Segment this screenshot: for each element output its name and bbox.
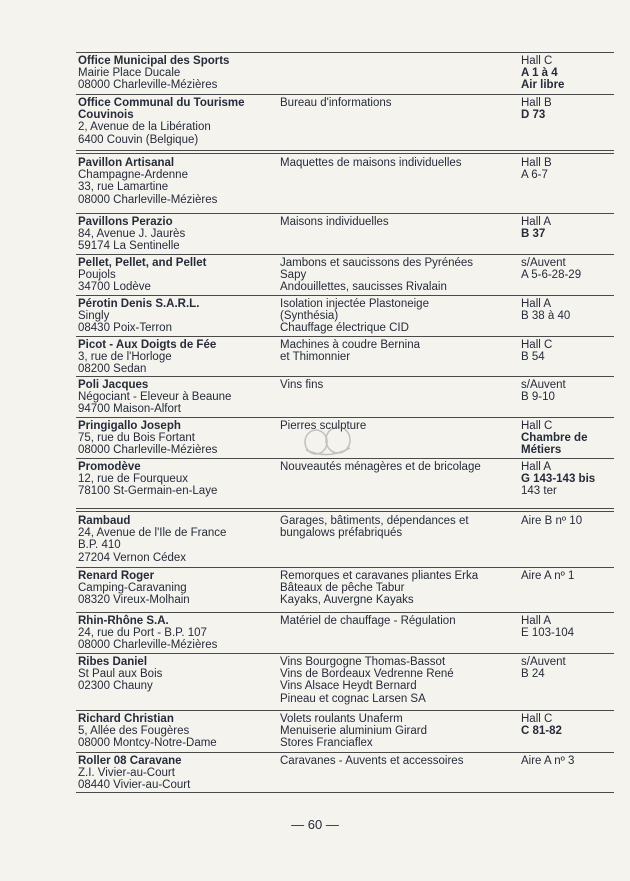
product-line: Nouveautés ménagères et de bricolage — [280, 461, 481, 473]
stand-location: Aire B nº 10 — [521, 515, 583, 527]
product-line: Pierres sculpture — [280, 420, 367, 432]
stand-location-column — [521, 339, 616, 363]
row-rule — [76, 254, 614, 255]
product-line: bungalows préfabriqués — [280, 527, 403, 540]
product-line: Vins fins — [280, 379, 324, 391]
stand-location-column — [521, 461, 616, 498]
stand-location: Hall A — [521, 615, 552, 627]
products-column — [280, 298, 512, 335]
address-line: Poujols — [78, 269, 116, 282]
product-line: Isolation injectée Plastoneige — [280, 298, 429, 310]
exhibitor-name: Richard Christian — [78, 713, 174, 725]
row-rule — [76, 417, 614, 418]
address-line: 33, rue Lamartine — [78, 181, 169, 194]
stand-location: 143 ter — [521, 485, 557, 498]
address-line: 2, Avenue de la Libération — [78, 121, 211, 134]
products-column — [280, 157, 512, 169]
products-column — [280, 379, 512, 391]
stand-location-column — [521, 420, 616, 457]
address-line: 02300 Chauny — [78, 680, 153, 693]
address-line: 08000 Charleville-Mézières — [78, 639, 218, 652]
stand-location: Chambre de — [521, 432, 588, 445]
exhibitor-address-column — [78, 713, 273, 750]
product-line: Vins Bourgogne Thomas-Bassot — [280, 656, 446, 668]
stand-location-column — [521, 216, 616, 240]
stand-location: C 81-82 — [521, 725, 562, 738]
exhibitor-address-column — [78, 339, 273, 376]
address-line: 84, Avenue J. Jaurès — [78, 228, 186, 241]
product-line: Caravanes - Auvents et accessoires — [280, 755, 464, 767]
product-line: Vins de Bordeaux Vedrenne René — [280, 668, 454, 681]
exhibitor-name: Renard Roger — [78, 570, 155, 582]
products-column — [280, 515, 512, 539]
exhibitor-address-column — [78, 420, 273, 457]
stand-location: Hall C — [521, 339, 553, 351]
stand-location: G 143-143 bis — [521, 473, 596, 486]
stand-location-column — [521, 570, 616, 582]
stand-location: s/Auvent — [521, 257, 566, 269]
address-line: B.P. 410 — [78, 539, 121, 552]
stand-location: Hall C — [521, 420, 553, 432]
product-line: Menuiserie aluminium Girard — [280, 725, 427, 738]
logo-stamp-icon — [296, 420, 362, 460]
stand-location: Air libre — [521, 79, 565, 92]
address-line: 08440 Vivier-au-Court — [78, 779, 191, 792]
top-rule — [76, 52, 614, 53]
address-line: 12, rue de Fourqueux — [78, 473, 188, 486]
exhibitor-address-column — [78, 97, 273, 146]
product-line: Volets roulants Unaferm — [280, 713, 403, 725]
address-line: Camping-Caravaning — [78, 582, 187, 595]
address-line: 27204 Vernon Cédex — [78, 551, 187, 564]
address-line: 59174 La Sentinelle — [78, 240, 180, 253]
address-line: 34700 Lodève — [78, 281, 151, 294]
address-line: 08000 Charleville-Mézières — [78, 79, 218, 92]
exhibitor-name: Pellet, Pellet, and Pellet — [78, 257, 207, 269]
page-number: — 60 — — [291, 817, 339, 832]
exhibitor-address-column — [78, 615, 273, 652]
product-line: Machines à coudre Bernina — [280, 339, 420, 351]
stand-location-column — [521, 97, 616, 121]
address-line: 08320 Vireux-Molhain — [78, 594, 190, 607]
stand-location: Aire A nº 3 — [521, 755, 575, 767]
stand-location: B 54 — [521, 351, 545, 364]
product-line: Garages, bâtiments, dépendances et — [280, 515, 469, 527]
stand-location: Hall C — [521, 55, 553, 67]
products-column — [280, 461, 512, 473]
products-column — [280, 713, 512, 750]
address-line: Négociant - Eleveur à Beaune — [78, 391, 232, 404]
address-line: 08000 Charleville-Mézières — [78, 193, 218, 206]
exhibitor-address-column — [78, 216, 273, 253]
products-column — [280, 656, 512, 705]
section-double-rule — [76, 508, 614, 509]
products-column — [280, 339, 512, 363]
stand-location: Hall C — [521, 713, 553, 725]
row-rule — [76, 336, 614, 337]
stand-location-column — [521, 656, 616, 680]
stand-location: A 1 à 4 — [521, 67, 558, 80]
exhibitor-address-column — [78, 515, 273, 564]
row-rule — [76, 213, 614, 214]
stand-location: B 38 à 40 — [521, 310, 571, 323]
row-rule — [76, 376, 614, 377]
exhibitor-name: Ribes Daniel — [78, 656, 148, 668]
product-line: Jambons et saucissons des Pyrénées — [280, 257, 474, 269]
product-line: Chauffage électrique CID — [280, 322, 409, 335]
stand-location: Hall A — [521, 298, 552, 310]
exhibitor-address-column — [78, 461, 273, 498]
exhibitor-name: Office Municipal des Sports — [78, 55, 230, 67]
row-rule — [76, 612, 614, 613]
product-line: et Thimonnier — [280, 351, 351, 364]
stand-location: B 24 — [521, 668, 545, 681]
stand-location: A 5-6-28-29 — [521, 269, 582, 282]
exhibitor-name: Rhin-Rhône S.A. — [78, 615, 169, 627]
row-rule — [76, 94, 614, 95]
stand-location: s/Auvent — [521, 379, 566, 391]
address-line: 5, Allée des Fougères — [78, 725, 190, 738]
row-rule — [76, 567, 614, 568]
address-line: 08430 Poix-Terron — [78, 322, 172, 335]
exhibitor-address-column — [78, 157, 273, 206]
products-column — [280, 257, 512, 294]
product-line: Maquettes de maisons individuelles — [280, 157, 462, 169]
product-line: (Synthésia) — [280, 310, 339, 323]
stand-location: Métiers — [521, 444, 562, 457]
stand-location-column — [521, 755, 616, 767]
address-line: 75, rue du Bois Fortant — [78, 432, 195, 445]
product-line: Matériel de chauffage - Régulation — [280, 615, 456, 627]
row-rule — [76, 295, 614, 296]
stand-location-column — [521, 713, 616, 737]
exhibitor-address-column — [78, 379, 273, 416]
row-rule — [76, 710, 614, 711]
product-line: Bâteaux de pêche Tabur — [280, 582, 405, 595]
address-line: 24, Avenue de l'Ile de France — [78, 527, 227, 540]
row-rule — [76, 752, 614, 753]
exhibitor-name: Pavillons Perazio — [78, 216, 173, 228]
stand-location-column — [521, 515, 616, 527]
product-line: Bureau d'informations — [280, 97, 392, 109]
stand-location: B 9-10 — [521, 391, 555, 404]
exhibitor-name: Office Communal du Tourisme — [78, 97, 245, 109]
products-column — [280, 570, 512, 607]
products-column — [280, 615, 512, 627]
address-line: St Paul aux Bois — [78, 668, 163, 681]
product-line: Kayaks, Auvergne Kayaks — [280, 594, 414, 607]
stand-location-column — [521, 55, 616, 92]
products-column — [280, 216, 512, 228]
exhibitor-address-column — [78, 298, 273, 335]
address-line: 3, rue de l'Horloge — [78, 351, 172, 364]
address-line: 94700 Maison-Alfort — [78, 403, 181, 416]
row-rule — [76, 653, 614, 654]
stand-location: B 37 — [521, 228, 546, 241]
address-line: 24, rue du Port - B.P. 107 — [78, 627, 207, 640]
product-line: Remorques et caravanes pliantes Erka — [280, 570, 479, 582]
product-line: Stores Franciaflex — [280, 737, 373, 750]
exhibitor-name: Roller 08 Caravane — [78, 755, 182, 767]
stand-location: D 73 — [521, 109, 546, 122]
exhibitor-name: Poli Jacques — [78, 379, 149, 391]
address-line: 08000 Montcy-Notre-Dame — [78, 737, 217, 750]
stand-location: Hall B — [521, 157, 552, 169]
stand-location-column — [521, 257, 616, 281]
stand-location: E 103-104 — [521, 627, 575, 640]
stand-location: s/Auvent — [521, 656, 566, 668]
products-column — [280, 755, 512, 767]
exhibitor-address-column — [78, 257, 273, 294]
address-line: Couvinois — [78, 109, 134, 122]
product-line: Maisons individuelles — [280, 216, 389, 228]
stand-location-column — [521, 379, 616, 403]
address-line: 08000 Charleville-Mézières — [78, 444, 218, 457]
product-line: Pineau et cognac Larsen SA — [280, 692, 426, 705]
exhibitor-address-column — [78, 656, 273, 693]
exhibitor-name: Pérotin Denis S.A.R.L. — [78, 298, 200, 310]
product-line: Vins Alsace Heydt Bernard — [280, 680, 417, 693]
address-line: Singly — [78, 310, 110, 323]
address-line: Champagne-Ardenne — [78, 169, 188, 182]
exhibitor-name: Rambaud — [78, 515, 131, 527]
exhibitor-address-column — [78, 55, 273, 92]
stand-location: Hall B — [521, 97, 552, 109]
stand-location: Hall A — [521, 461, 552, 473]
stand-location-column — [521, 157, 616, 181]
address-line: Z.I. Vivier-au-Court — [78, 767, 175, 780]
products-column — [280, 97, 512, 109]
exhibitor-name: Promodève — [78, 461, 141, 473]
exhibitor-name: Pavillon Artisanal — [78, 157, 175, 169]
stand-location-column — [521, 298, 616, 322]
stand-location: A 6-7 — [521, 169, 548, 182]
stand-location-column — [521, 615, 616, 639]
address-line: 6400 Couvin (Belgique) — [78, 133, 199, 146]
address-line: Mairie Place Ducale — [78, 67, 181, 80]
address-line: 78100 St-Germain-en-Laye — [78, 485, 218, 498]
product-line: Andouillettes, saucisses Rivalain — [280, 281, 447, 294]
exhibitor-address-column — [78, 755, 273, 792]
exhibitor-name: Picot - Aux Doigts de Fée — [78, 339, 217, 351]
row-rule — [76, 792, 614, 793]
exhibitor-name: Pringigallo Joseph — [78, 420, 181, 432]
address-line: 08200 Sedan — [78, 363, 147, 376]
section-double-rule — [76, 150, 614, 151]
stand-location: Hall A — [521, 216, 552, 228]
exhibitor-address-column — [78, 570, 273, 607]
stand-location: Aire A nº 1 — [521, 570, 575, 582]
product-line: Sapy — [280, 269, 307, 282]
